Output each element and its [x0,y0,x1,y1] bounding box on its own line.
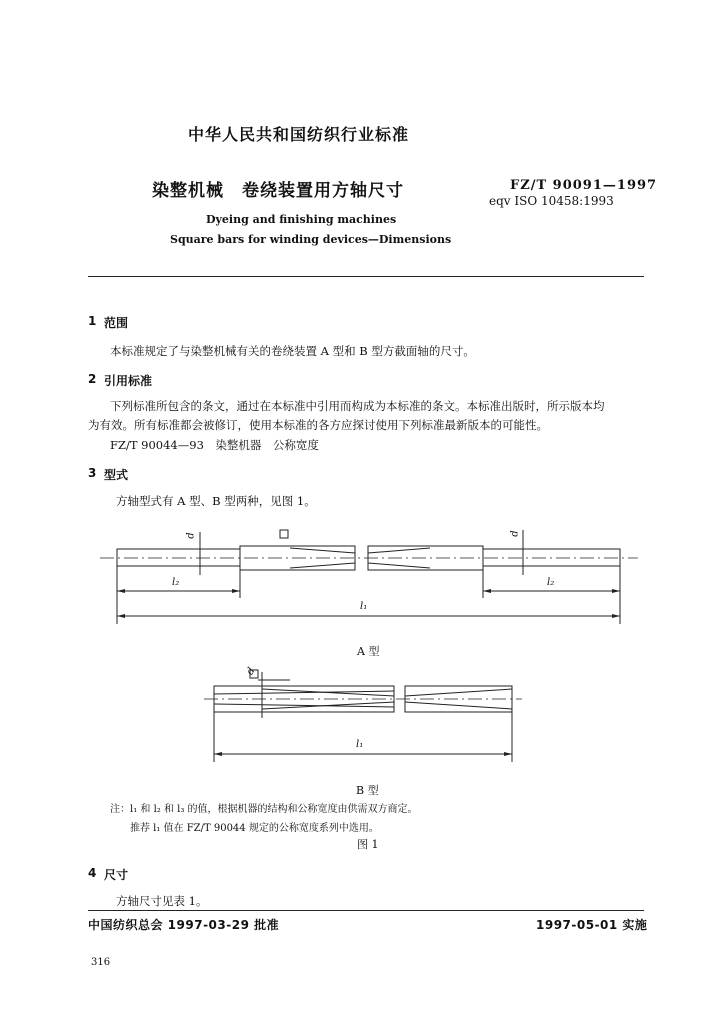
type-a-shaft [100,530,638,624]
type-a-caption: A 型 [357,645,380,658]
document-title-cn: 染整机械 卷绕装置用方轴尺寸 [152,181,404,201]
section-4-number: 4 [88,866,97,880]
section-3-text: 方轴型式有 A 型、B 型两种，见图 1。 [116,494,316,508]
equivalent-standard: eqv ISO 10458:1993 [489,194,614,208]
section-1-text: 本标准规定了与染整机械有关的卷绕装置 A 型和 B 型方截面轴的尺寸。 [110,344,475,358]
type-a-l1-label: l₁ [360,601,368,612]
standard-code: FZ/T 90091—1997 [510,178,658,193]
section-4-text: 方轴尺寸见表 1。 [116,894,208,908]
section-2-title: 引用标准 [104,374,153,388]
figure-note-2: 推荐 l₁ 值在 FZ/T 90044 规定的公称宽度系列中选用。 [130,823,379,834]
section-2-text-line-2: 为有效。所有标准都会被修订，使用本标准的各方应探讨使用下列标准最新版本的可能性。 [88,418,548,432]
section-3-number: 3 [88,466,97,480]
org-standard-title: 中华人民共和国纺织行业标准 [188,125,410,144]
type-b-l1-label: l₁ [356,739,364,750]
section-4-title: 尺寸 [104,868,129,882]
approval-date: 中国纺织总会 1997-03-29 批准 [88,918,280,932]
section-2-number: 2 [88,372,97,386]
type-b-d-label: d [244,665,258,678]
figure-note-1: 注：l₁ 和 l₂ 和 l₃ 的值，根据机器的结构和公称宽度由供需双方商定。 [110,804,418,815]
section-2-reference: FZ/T 90044—93 染整机器 公称宽度 [110,438,319,452]
type-a-l2-label-right: l₂ [547,577,555,588]
section-3-title: 型式 [104,468,129,482]
section-1-title: 范围 [104,316,129,330]
document-title-en-1: Dyeing and finishing machines [206,213,397,226]
footer-divider [88,910,644,911]
section-2-text-line-1: 下列标准所包含的条文，通过在本标准中引用而构成为本标准的条文。本标准出版时，所示版本均 [110,399,605,413]
section-1-number: 1 [88,314,97,328]
document-title-en-2: Square bars for winding devices—Dimensions [170,233,452,246]
implementation-date: 1997-05-01 实施 [536,918,648,932]
type-a-d-label-left: d [185,532,197,539]
type-a-l2-label-left: l₂ [172,577,180,588]
page-number: 316 [91,957,111,968]
type-b-caption: B 型 [356,784,379,797]
figure-label: 图 1 [357,838,379,851]
type-a-d-label-right: d [509,530,521,537]
